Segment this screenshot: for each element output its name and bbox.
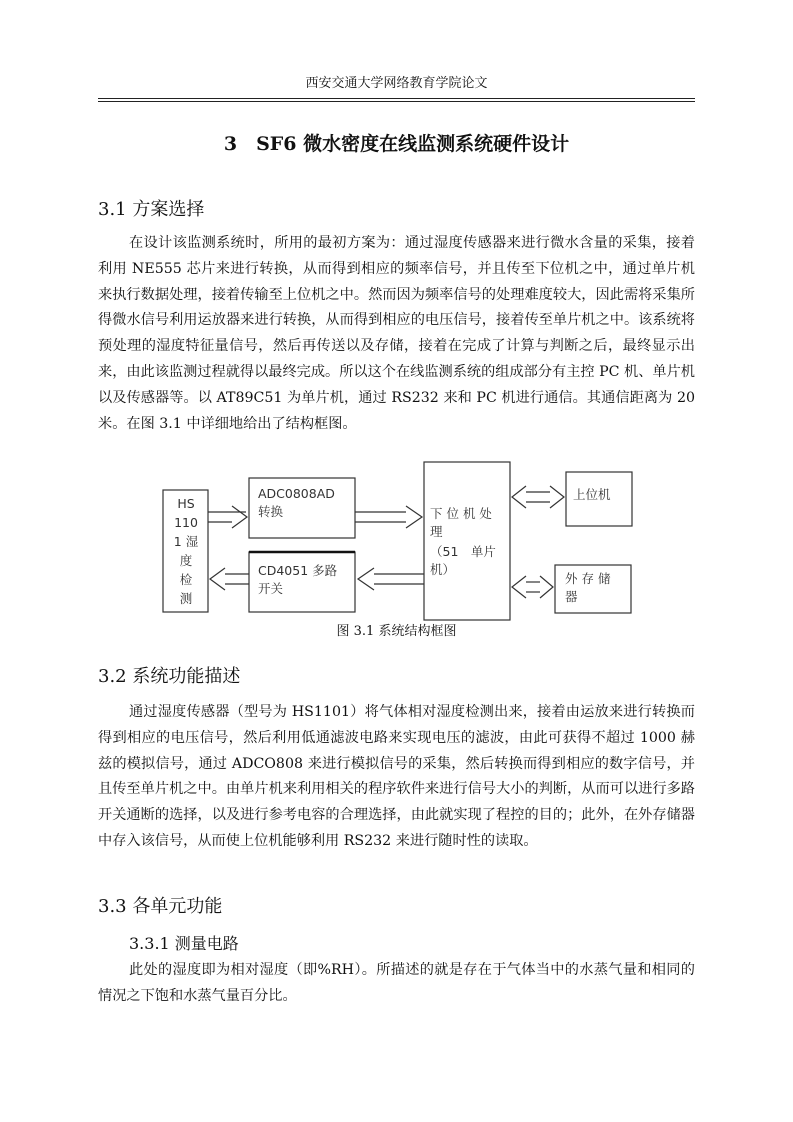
arrow-mcu-host-bidirectional — [512, 486, 564, 508]
host-label-line: 上位机 — [573, 487, 611, 502]
arrow-mcu-to-mux — [358, 568, 424, 590]
subsection-heading-3-3-1: 3.3.1 测量电路 — [129, 934, 239, 953]
sensor-label-line: 测 — [179, 591, 193, 606]
arrow-sensor-to-adc — [208, 506, 247, 528]
mux-label-line: CD4051 多路 — [258, 563, 338, 578]
mcu-label-line: 下 位 机 处 — [430, 506, 492, 521]
section-heading-3-1: 3.1 方案选择 — [98, 199, 205, 220]
sensor-label-line: 检 — [179, 572, 193, 587]
adc-label-line: 转换 — [258, 504, 284, 519]
adc-label-line: ADC0808AD — [258, 486, 335, 501]
mux-label-line: 开关 — [258, 581, 284, 596]
mcu-label-line: 机） — [430, 562, 456, 577]
mcu-label-line: 理 — [430, 524, 443, 539]
mcu-label-line: （51 单片 — [430, 544, 496, 559]
chapter-title: 3 SF6 微水密度在线监测系统硬件设计 — [223, 133, 570, 155]
page-header: 西安交通大学网络教育学院论文 — [305, 76, 488, 91]
section-3-2-paragraph: 通过湿度传感器（型号为 HS1101）将气体相对湿度检测出来，接着由运放来进行转换而得到相应的电压信号，然后利用低通滤波电路来实现电压的滤波，由此可获得不超过 1000 赫兹的模拟信号，通过 ADCO808 来进行模拟信号的采集，然后转换而得到相应的数字信号，并且传至单片机之中。由单片机来利用相关的程序软件来进行信号大小的判断，从而可以进行多路开关通断的选择，以及进行参考电容的合理选择，由此就实现了程控的目的；此外，在外存储器中存入该信号，从而使上位机能够利用 RS232 来进行随时性的读取。 — [98, 704, 695, 849]
arrow-adc-to-mcu — [355, 506, 422, 528]
section-heading-3-2: 3.2 系统功能描述 — [98, 666, 241, 687]
storage-label-line: 外 存 储 — [565, 571, 611, 586]
sensor-label-line: HS — [177, 496, 195, 511]
storage-label-line: 器 — [565, 589, 578, 604]
arrow-mux-to-sensor — [210, 568, 249, 590]
arrow-mcu-storage-bidirectional — [512, 576, 553, 598]
sensor-label-line: 1 湿 — [173, 534, 199, 549]
sensor-label-line: 度 — [179, 553, 193, 568]
section-3-3-1-paragraph: 此处的湿度即为相对湿度（即%RH）。所描述的就是存在于气体当中的水蒸气量和相同的情况之下饱和水蒸气量百分比。 — [98, 962, 695, 1004]
section-heading-3-3: 3.3 各单元功能 — [98, 896, 223, 917]
sensor-label-line: 110 — [174, 515, 198, 530]
mcu-block — [424, 462, 510, 620]
section-3-1-paragraph: 在设计该监测系统时，所用的最初方案为：通过湿度传感器来进行微水含量的采集，接着利用 NE555 芯片来进行转换，从而得到相应的频率信号，并且传至下位机之中，通过单片机来执行数据处理，接着传输至上位机之中。然而因为频率信号的处理难度较大，因此需将采集所得微水信号利用运放器来进行转换，从而得到相应的电压信号，接着传至单片机之中。该系统将预处理的湿度特征量信号，然后再传送以及存储，接着在完成了计算与判断之后，最终显示出来，由此该监测过程就得以最终完成。所以这个在线监测系统的组成部分有主控 PC 机、单片机以及传感器等。以 AT89C51 为单片机，通过 RS232 来和 PC 机进行通信。其通信距离为 20 米。在图 3.1 中详细地给出了结构框图。 — [98, 235, 695, 432]
figure-caption: 图 3.1 系统结构框图 — [336, 624, 457, 639]
